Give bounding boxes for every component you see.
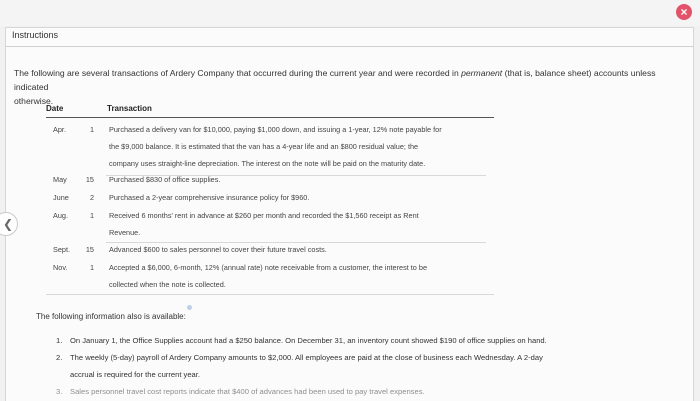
row-date-month: Aug. bbox=[53, 211, 69, 220]
row-date-month: May bbox=[53, 175, 67, 184]
list-item-text: On January 1, the Office Supplies account had a $250 balance. On December 31, an inventory count showed $190 of office supplies on hand. bbox=[70, 336, 547, 345]
info-heading: The following information also is available: bbox=[36, 312, 186, 321]
row-date-day: 1 bbox=[89, 263, 94, 272]
panel-title: Instructions bbox=[12, 30, 59, 40]
intro-text-c: otherwise. bbox=[14, 96, 54, 106]
decorative-dot bbox=[187, 305, 192, 310]
intro-emphasis: permanent bbox=[461, 68, 503, 78]
table-row bbox=[109, 241, 489, 258]
transaction-header: Transaction bbox=[107, 104, 152, 113]
list-item bbox=[56, 383, 576, 400]
row-date-day: 15 bbox=[85, 175, 94, 184]
row-line: Purchased a 2-year comprehensive insurance policy for $960. bbox=[109, 193, 310, 202]
previous-arrow-icon[interactable]: ❮ bbox=[0, 212, 18, 236]
list-item bbox=[56, 332, 576, 349]
list-item bbox=[56, 349, 576, 383]
panel-header bbox=[6, 28, 693, 47]
list-item-number: 2. bbox=[56, 353, 63, 362]
row-date-month: June bbox=[53, 193, 69, 202]
row-line: Revenue. bbox=[109, 228, 141, 237]
table-row bbox=[109, 171, 489, 188]
table-row bbox=[109, 259, 489, 293]
row-date-day: 2 bbox=[89, 193, 94, 202]
list-item-text: Sales personnel travel cost reports indicate that $400 of advances had been used to pay travel expenses. bbox=[70, 387, 425, 396]
row-date-month: Apr. bbox=[53, 125, 66, 134]
window-topbar bbox=[0, 0, 700, 26]
row-date-day: 1 bbox=[89, 211, 94, 220]
row-line: Purchased $830 of office supplies. bbox=[109, 175, 221, 184]
intro-text-a: The following are several transactions of Ardery Company that occurred during the current year and were recorded in bbox=[14, 68, 462, 78]
list-item-number: 1. bbox=[56, 336, 63, 345]
list-item-text-cont: accrual is required for the current year. bbox=[70, 370, 200, 379]
table-row bbox=[109, 207, 489, 241]
row-line: Purchased a delivery van for $10,000, paying $1,000 down, and issuing a 1-year, 12% note payable for bbox=[109, 125, 442, 134]
row-date-month: Nov. bbox=[53, 263, 68, 272]
row-line: Accepted a $6,000, 6-month, 12% (annual rate) note receivable from a customer, the interest to be bbox=[109, 263, 428, 272]
instructions-intro bbox=[14, 66, 679, 108]
header-rule bbox=[46, 117, 494, 118]
row-line: Advanced $600 to sales personnel to cover their future travel costs. bbox=[109, 245, 327, 254]
close-icon[interactable]: × bbox=[676, 4, 692, 20]
table-bottom-rule bbox=[46, 294, 494, 295]
intro-text-b: (that is, balance sheet) accounts unless indicated bbox=[14, 68, 656, 92]
row-date-month: Sept. bbox=[53, 245, 71, 254]
row-date-day: 15 bbox=[85, 245, 94, 254]
row-line: Received 6 months' rent in advance at $260 per month and recorded the $1,560 receipt as Rent bbox=[109, 211, 419, 220]
list-item-number: 3. bbox=[56, 387, 63, 396]
row-line: company uses straight-line depreciation. The interest on the note will be paid on the maturity date. bbox=[109, 159, 426, 168]
info-list bbox=[56, 332, 576, 400]
date-header: Date bbox=[46, 104, 64, 113]
row-date-day: 1 bbox=[89, 125, 94, 134]
table-row bbox=[109, 121, 489, 172]
table-row bbox=[109, 189, 489, 206]
row-line: collected when the note is collected. bbox=[109, 280, 226, 289]
list-item-text: The weekly (5-day) payroll of Ardery Company amounts to $2,000. All employees are paid at the close of business each Wednesday. A 2-day bbox=[70, 353, 543, 362]
instructions-panel bbox=[5, 27, 694, 401]
row-line: the $9,000 balance. It is estimated that the van has a 4-year life and an $800 residual value; the bbox=[109, 142, 419, 151]
